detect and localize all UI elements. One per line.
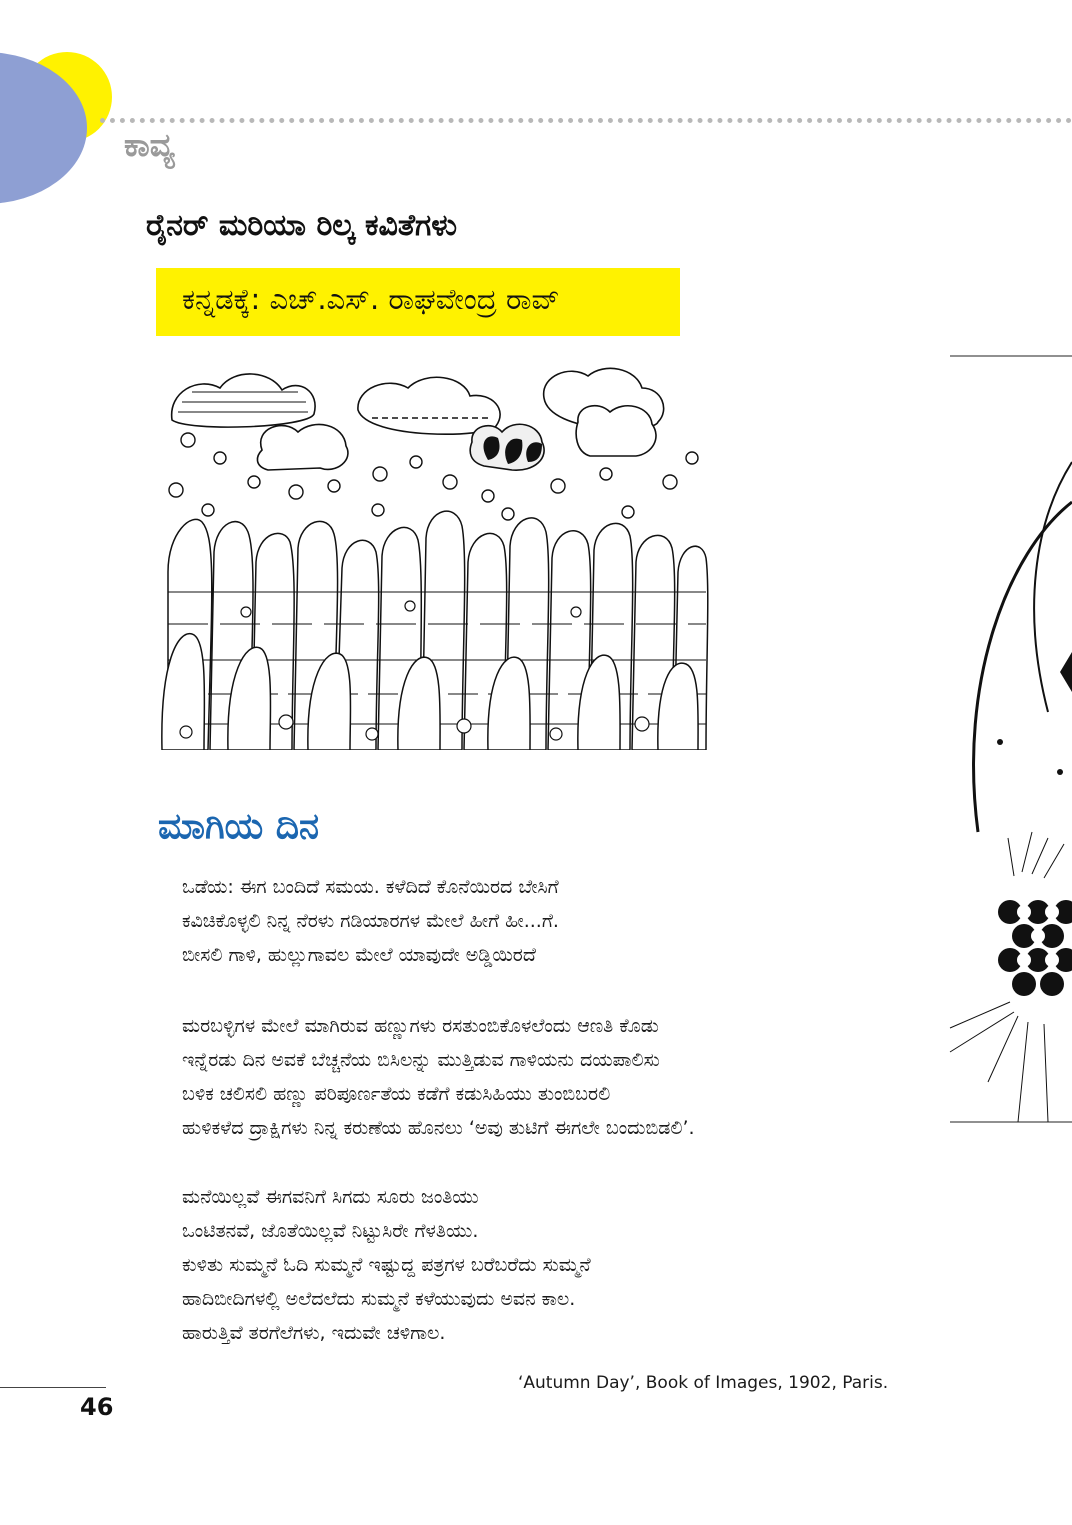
poem-line: ಬೀಸಲಿ ಗಾಳಿ, ಹುಲ್ಲುಗಾವಲ ಮೇಲೆ ಯಾವುದೇ ಅಡ್ಡಿಯಿರದೆ	[182, 944, 536, 966]
illustration-clouds-and-plants	[158, 362, 710, 750]
poem-stanza-3	[182, 1180, 591, 1350]
poem-line: ಒಂಟಿತನವೆ, ಜೊತೆಯಿಲ್ಲವೆ ನಿಟ್ಟುಸಿರೇ ಗೆಳತಿಯು.	[182, 1220, 479, 1242]
poem-stanza-1	[182, 870, 559, 972]
footer-rule	[0, 1387, 106, 1388]
poem-line: ಮನೆಯಿಲ್ಲವೆ ಈಗವನಿಗೆ ಸಿಗದು ಸೂರು ಜಂತಿಯು	[182, 1186, 479, 1208]
poem-source-citation: ‘Autumn Day’, Book of Images, 1902, Paris.	[518, 1373, 889, 1393]
translator-credit: ಕನ್ನಡಕ್ಕೆ: ಎಚ್.ಎಸ್. ರಾಘವೇಂದ್ರ ರಾವ್	[182, 282, 560, 316]
poem-line: ಕವಿಚಿಕೊಳ್ಳಲಿ ನಿನ್ನ ನೆರಳು ಗಡಿಯಾರಗಳ ಮೇಲೆ ಹೀಗೆ ಹೀ...ಗೆ.	[182, 910, 559, 932]
poem-line: ಇನ್ನೆರಡು ದಿನ ಅವಕೆ ಬೆಚ್ಚನೆಯ ಬಿಸಿಲನ್ನು ಮುತ್ತಿಡುವ ಗಾಳಿಯನು ದಯಪಾಲಿಸು	[182, 1049, 660, 1071]
poem-line: ಹಾರುತ್ತಿವೆ ತರಗೆಲೆಗಳು, ಇದುವೇ ಚಳಿಗಾಲ.	[182, 1322, 446, 1344]
decorative-side-artwork	[948, 352, 1072, 1127]
poem-line: ಕುಳಿತು ಸುಮ್ಮನೆ ಓದಿ ಸುಮ್ಮನೆ ಇಷ್ಟುದ್ದ ಪತ್ರಗಳ ಬರೆಬರೆದು ಸುಮ್ಮನೆ	[182, 1254, 591, 1276]
poem-line: ಬಳಿಕ ಚಲಿಸಲಿ ಹಣ್ಣು ಪರಿಪೂರ್ಣತೆಯ ಕಡೆಗೆ ಕಡುಸಿಹಿಯು ತುಂಬಿಬರಲಿ	[182, 1083, 611, 1105]
article-title: ರೈನರ್ ಮರಿಯಾ ರಿಲ್ಕ ಕವಿತೆಗಳು	[146, 208, 458, 243]
section-label: ಕಾವ್ಯ	[124, 126, 175, 164]
poem-line: ಹಾದಿಬೀದಿಗಳಲ್ಲಿ ಅಲೆದಲೆದು ಸುಮ್ಮನೆ ಕಳೆಯುವುದು ಅವನ ಕಾಲ.	[182, 1288, 576, 1310]
poem-line: ಒಡೆಯ: ಈಗ ಬಂದಿದೆ ಸಮಯ. ಕಳೆದಿದೆ ಕೊನೆಯಿರದ ಬೇಸಿಗೆ	[182, 876, 559, 898]
poem-line: ಹುಳಿಕಳೆದ ದ್ರಾಕ್ಷಿಗಳು ನಿನ್ನ ಕರುಣೆಯ ಹೊನಲು ‘ಅವು ತುಟಿಗೆ ಈಗಲೇ ಬಂದುಬಿಡಲಿ’.	[182, 1117, 695, 1139]
poem-stanza-2	[182, 1009, 695, 1145]
page-number: 46	[80, 1393, 114, 1421]
poem-title: ಮಾಗಿಯ ದಿನ	[158, 806, 319, 847]
poem-line: ಮರಬಳ್ಳಿಗಳ ಮೇಲೆ ಮಾಗಿರುವ ಹಣ್ಣುಗಳು ರಸತುಂಬಿಕೊಳಲೆಂದು ಆಣತಿ ಕೊಡು	[182, 1015, 659, 1037]
translator-banner	[156, 268, 680, 336]
dotted-header-rule	[100, 118, 1072, 123]
